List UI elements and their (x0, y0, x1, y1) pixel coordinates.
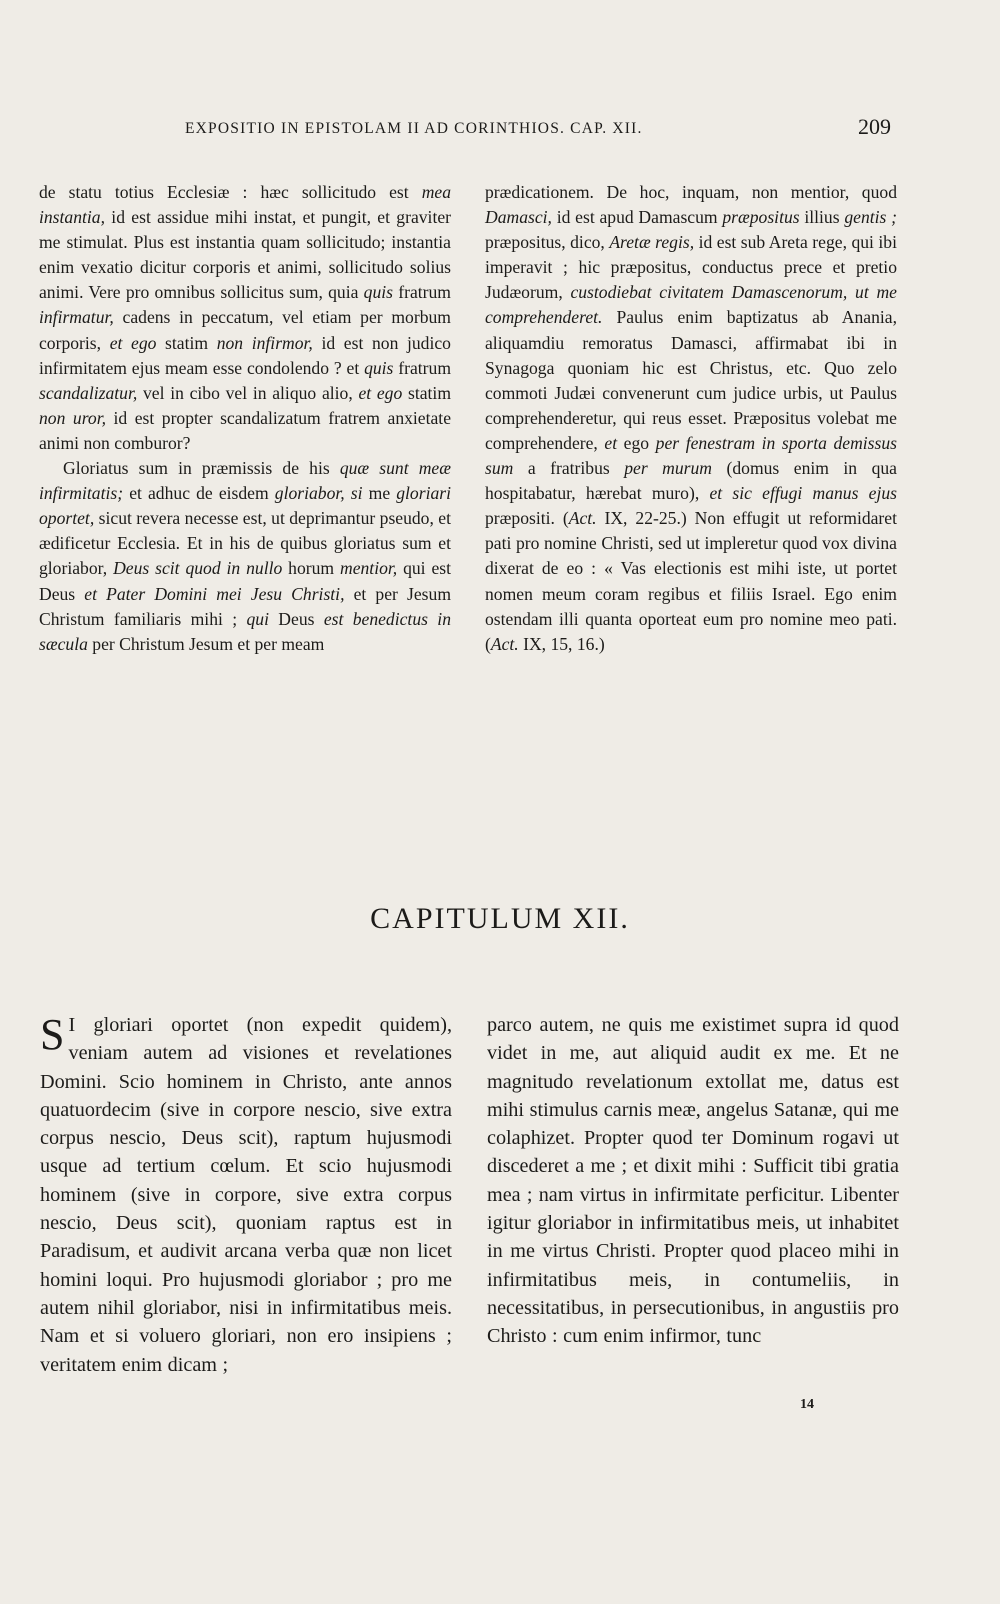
text-run: per Christum Jesum et per meam (87, 633, 325, 654)
italic-run: et Pater Domini mei Jesu Christi, (84, 583, 345, 604)
italic-run: mentior, (340, 558, 398, 579)
text-run: prædicationem. De hoc, inquam, non mentior, quod (485, 182, 897, 202)
scripture-column-left (40, 1011, 452, 1379)
italic-run: per fenestram in sporta demissus sum (485, 432, 897, 479)
page-number: 209 (858, 114, 891, 139)
text-run: statim (156, 332, 217, 353)
scripture-column-right (487, 1011, 899, 1351)
italic-run: Act. (490, 633, 519, 654)
text-run: me (362, 483, 397, 504)
italic-run: et sic effugi manus ejus (709, 483, 898, 504)
text-run: statim (402, 382, 452, 403)
commentary-column-left (39, 180, 451, 657)
commentary-paragraph (39, 456, 451, 657)
running-title: EXPOSITIO IN EPISTOLAM II AD CORINTHIOS. CAP. XII. (185, 120, 643, 137)
italic-run: Deus scit quod in nullo (113, 558, 283, 579)
text-run: IX, 22-25.) Non effugit ut reformidaret pati pro nomine Christi, sed ut impleretur quod vox divina dixerat de eo : « Vas electionis est mihi iste, ut portet nomen meum coram regibus et filiis Israel. Ego enim ostendam illi quanta oporteat eum pro nomine meo pati. ( (485, 508, 897, 654)
italic-run: Aretæ regis, (609, 232, 695, 253)
commentary-paragraph (485, 180, 897, 657)
commentary-paragraph (39, 180, 451, 456)
text-run: id est assidue mihi instat, et pungit, et graviter me stimulat. Plus est instantia quam sollicitudo; instantia enim vexatio dicitur corporis et animi, sollicitudo solius animi. Vere pro omnibus sollicitus sum, quia (39, 207, 451, 303)
chapter-heading: CAPITULUM XII. (370, 902, 630, 935)
text-run: Paulus enim baptizatus ab Anania, aliquamdiu remoratus Damasci, affirmabat ibi in Synagoga quoniam hic est Christus, etc. Quo zelo commoti Judæi convenerunt cum judice urbis, ut Paulus comprehenderetur, qui reus esset. Præpositus volebat me comprehendere, (485, 307, 897, 453)
italic-run: non infirmor, (216, 332, 313, 353)
italic-run: Damasci, (485, 207, 552, 228)
text-run: id est non judico infirmitatem ejus meam esse condolendo ? et (39, 332, 451, 378)
text-run: fratrum (393, 357, 452, 378)
italic-run: gentis ; (844, 207, 897, 228)
text-run: Deus (268, 608, 324, 629)
text-run: id est apud Damascum (551, 207, 723, 228)
text-run: et adhuc de eisdem (123, 483, 275, 504)
scripture-text-right: parco autem, ne quis me existimet supra id quod videt in me, aut aliquid audit ex me. Et ne magnitudo revelationum extollat me, datus est mihi stimulus carnis meæ, angelus Satanæ, qui me colaphizet. Propter quod ter Dominum rogavi ut discederet a me ; et dixit mihi : Sufficit tibi gratia mea ; nam virtus in infirmitate perficitur. Libenter igitur gloriabor in infirmitatibus meis, ut inhabitet in me virtus Christi. Propter quod placeo mihi in infirmitatibus meis, in contumeliis, in necessitatibus, in persecutionibus, in angustiis pro Christo : cum enim infirmor, tunc (487, 1014, 899, 1348)
signature-mark: 14 (800, 1397, 814, 1412)
text-run: fratrum (393, 282, 451, 303)
italic-run: custodiebat civitatem Damascenorum, ut me comprehenderet. (485, 282, 897, 328)
text-run: illius (799, 207, 845, 228)
text-run: vel in cibo vel in aliquo alio, (137, 382, 359, 403)
scripture-text-left: I gloriari oportet (non expedit quidem), veniam autem ad visiones et revelationes Domini. Scio hominem in Christo, ante annos quatuordecim (sive in corpore nescio, sive extra corpus nescio, Deus scit), raptum hujusmodi usque ad tertium cœlum. Et scio hujusmodi hominem (sive in corpore, sive extra corpus nescio, Deus scit), quoniam raptus est in Paradisum, et audivit arcana verba quæ non licet homini loqui. Pro hujusmodi gloriabor ; pro me autem nihil gloriabor, nisi in infirmitatibus meis. Nam et si voluero gloriari, non ero insipiens ; veritatem enim dicam ; (40, 1014, 452, 1376)
text-run: præpositus, dico, (485, 232, 610, 253)
text-run: horum (282, 558, 340, 579)
text-run: et per Jesum Christum familiaris mihi ; (39, 583, 452, 629)
italic-run: qui (246, 608, 269, 629)
text-run: Gloriatus sum in præmissis de his (63, 458, 340, 479)
text-run: qui est Deus (39, 558, 451, 604)
italic-run: est benedictus in sæcula (39, 608, 451, 654)
text-run: (domus enim in qua hospitabatur, hærebat muro), (485, 458, 897, 504)
text-run: ego (617, 432, 656, 453)
italic-run: non uror, (39, 407, 106, 428)
italic-run: per murum (624, 458, 713, 479)
drop-cap: S (40, 1010, 65, 1059)
text-run: de statu totius Ecclesiæ : hæc sollicitudo est (39, 182, 422, 202)
italic-run: scandalizatur, (39, 382, 138, 403)
italic-run: gloriabor, si (274, 483, 363, 504)
italic-run: gloriari oportet, (39, 483, 451, 529)
italic-run: mea instantia, (39, 182, 451, 228)
text-run: id est propter scandalizatum fratrem anxietate animi non comburor? (39, 407, 452, 453)
italic-run: quæ sunt meæ infirmitatis; (39, 458, 451, 504)
italic-run: præpositus (722, 207, 800, 228)
text-run: IX, 15, 16.) (518, 633, 605, 654)
italic-run: Act. (568, 508, 597, 529)
text-run: cadens in peccatum, vel etiam per morbum corporis, (39, 307, 451, 353)
italic-run: quis (364, 357, 394, 378)
italic-run: et ego (109, 332, 157, 353)
text-run: id est sub Areta rege, qui ibi imperavit ; hic præpositus, conductus prece et pretio Judæorum, (485, 232, 897, 303)
italic-run: quis (363, 282, 393, 303)
scripture-paragraph (40, 1011, 452, 1379)
text-run: a fratribus (513, 458, 625, 479)
italic-run: et ego (358, 382, 403, 403)
commentary-column-right (485, 180, 897, 657)
italic-run: et (604, 432, 618, 453)
text-run: sicut revera necesse est, ut deprimantur pseudo, et ædificetur Ecclesia. Et in his de quibus gloriatus sum et gloriabor, (39, 508, 451, 579)
italic-run: infirmatur, (39, 307, 114, 328)
text-run: præpositi. ( (485, 508, 569, 529)
